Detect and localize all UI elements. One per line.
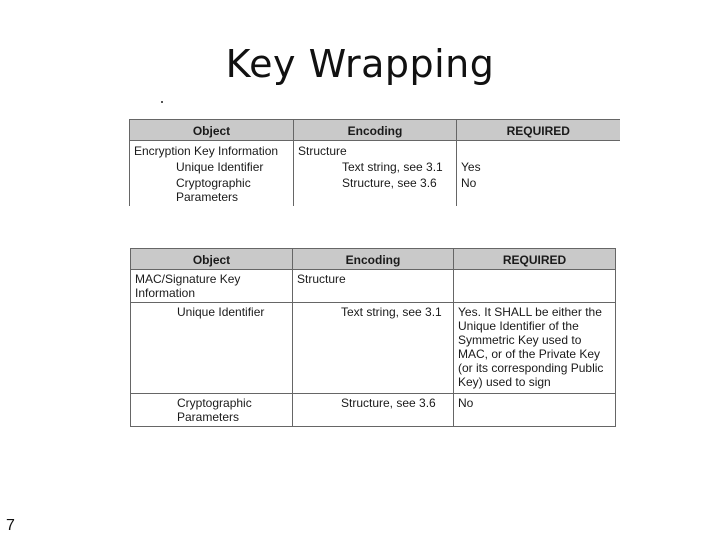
header-required: REQUIRED — [457, 120, 620, 141]
required-cell — [457, 141, 620, 160]
decorative-dot — [161, 101, 163, 103]
encoding-cell: Text string, see 3.1 — [293, 303, 454, 394]
header-encoding: Encoding — [293, 249, 454, 270]
header-object: Object — [130, 120, 294, 141]
table-row — [131, 394, 616, 427]
object-cell: MAC/Signature Key Information — [131, 270, 293, 303]
header-object: Object — [131, 249, 293, 270]
encoding-cell: Text string, see 3.1 — [294, 159, 457, 175]
encoding-cell: Structure, see 3.6 — [294, 175, 457, 206]
slide-number: 7 — [6, 517, 15, 534]
encoding-cell: Structure — [293, 270, 454, 303]
encryption-key-information-table — [129, 119, 620, 206]
object-cell: Unique Identifier — [130, 159, 294, 175]
table-header-row — [131, 249, 616, 270]
object-cell: Cryptographic Parameters — [130, 175, 294, 206]
required-cell: No — [454, 394, 616, 427]
object-cell: Unique Identifier — [131, 303, 293, 394]
encoding-cell: Structure — [294, 141, 457, 160]
mac-signature-key-information-table — [130, 248, 616, 427]
required-cell: No — [457, 175, 620, 206]
object-cell: Encryption Key Information — [130, 141, 294, 160]
table-row — [130, 175, 620, 206]
table-row — [130, 141, 620, 160]
table-header-row — [130, 120, 620, 141]
header-encoding: Encoding — [294, 120, 457, 141]
table-row — [131, 270, 616, 303]
required-cell — [454, 270, 616, 303]
encoding-cell: Structure, see 3.6 — [293, 394, 454, 427]
object-cell: Cryptographic Parameters — [131, 394, 293, 427]
header-required: REQUIRED — [454, 249, 616, 270]
required-cell: Yes. It SHALL be either the Unique Identifier of the Symmetric Key used to MAC, or of the Private Key (or its corresponding Public Key) used to sign — [454, 303, 616, 394]
table-row — [131, 303, 616, 394]
slide-title: Key Wrapping — [225, 42, 495, 86]
table-row — [130, 159, 620, 175]
required-cell: Yes — [457, 159, 620, 175]
